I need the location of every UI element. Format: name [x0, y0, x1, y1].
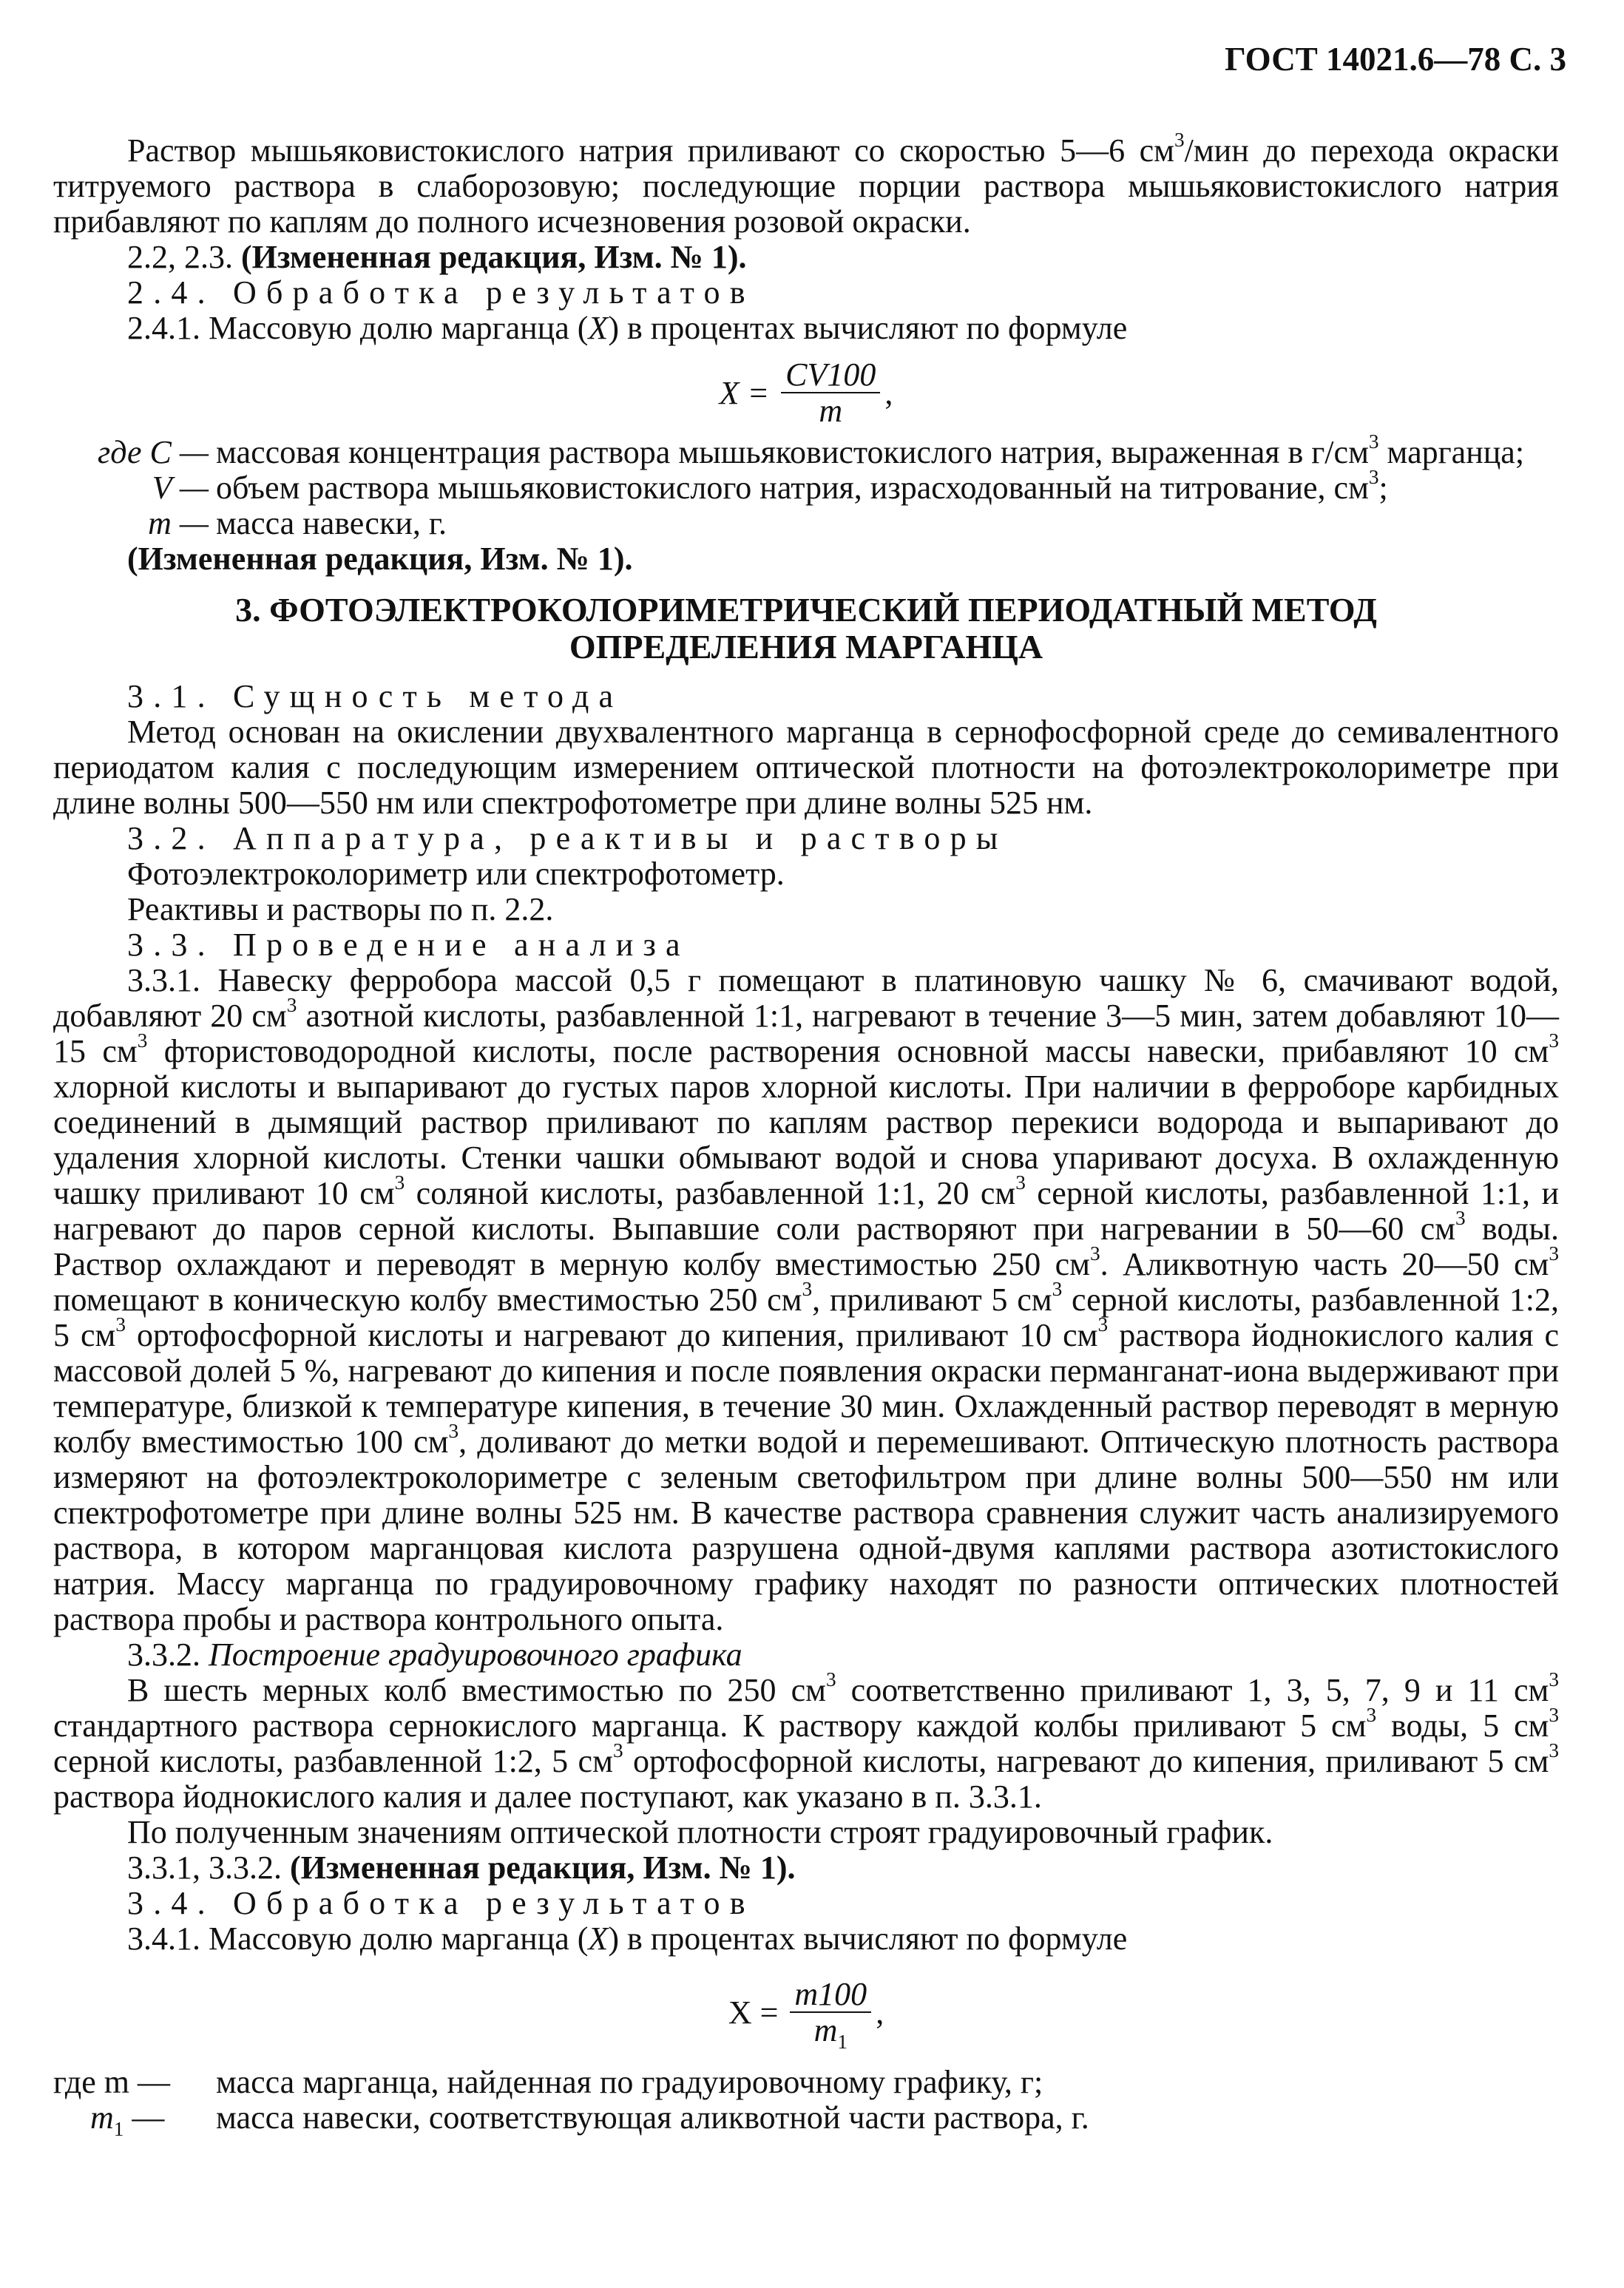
- section-3-2-heading: 3.2. Аппаратура, реактивы и растворы: [127, 820, 1008, 856]
- definition-row: где C — массовая концентрация раствора мышьяковистокислого натрия, выраженная в $г/см^3$ марганца;: [98, 430, 1525, 470]
- definitions-2: [53, 2064, 1559, 2140]
- paragraph-3-1: Метод основан на окислении двухвалентного марганца в сернофосфорной среде до семивалентного периодатом калия с последующим измерением оптической плотности на фотоэлектроколориметре при длине волны 500—550 нм или спектрофотометре при длине волны 525 нм.: [53, 714, 1559, 821]
- section-3-4-heading: 3.4. Обработка результатов: [127, 1885, 755, 1921]
- definition-row: где m — масса марганца, найденная по градуировочному графику, г;: [53, 2064, 1043, 2100]
- paragraph-3-3-1: 3.3.1. Навеску ферробора массой 0,5 г помещают в платиновую чашку № 6, смачивают водой, добавляют 20 $см^3$ азотной кислоты, разбавленной 1:1, нагревают в течение 3—5 мин, затем добавляют 10—15 $см^3$ фтористоводородной кислоты, после растворения основной массы навески, прибавляют 10 $см^3$ хлорной кислоты и выпаривают до густых паров хлорной кислоты. При наличии в ферроборе карбидных соединений в дымящий раствор приливают по каплям раствор перекиси водорода и выпаривают до удаления хлорной кислоты. Стенки чашки обмывают водой и снова упаривают досуха. В охлажденную чашку приливают 10 $см^3$ соляной кислоты, разбавленной 1:1, 20 $см^3$ серной кислоты, разбавленной 1:1, и нагревают до паров серной кислоты. Выпавшие соли растворяют при нагревании в 50—60 $см^3$ воды. Раствор охлаждают и переводят в мерную колбу вместимостью 250 $см^3$. Аликвотную часть 20—50 $см^3$ помещают в коническую колбу вместимостью 250 $см^3$, приливают 5 $см^3$ серной кислоты, разбавленной 1:2, 5 $см^3$ ортофосфорной кислоты и нагревают до кипения, приливают 10 $см^3$ раствора йоднокислого калия с массовой долей 5 %, нагревают до кипения и после появления окраски перманганат-иона выдерживают при температуре, близкой к температуре кипения, в течение 30 мин. Охлажденный раствор переводят в мерную колбу вместимостью 100 $см^3$, доливают до метки водой и перемешивают. Оптическую плотность раствора измеряют на фотоэлектроколориметре с зеленым светофильтром при длине волны 500—550 нм или спектрофотометре при длине волны 525 нм. В качестве раствора сравнения служит часть анализируемого раствора, в котором марганцовая кислота разрушена одной-двумя каплями раствора азотистокислого натрия. Массу марганца по градуировочному графику находят по разности оптических плотностей раствора пробы и раствора контрольного опыта.: [53, 962, 1560, 1637]
- formula-2: X = $\frac{m100}{m_1}$ ,: [728, 1976, 884, 2053]
- note-changed-1: (Измененная редакция, Изм. № 1).: [127, 541, 633, 577]
- section-3-3-heading: 3.3. Проведение анализа: [127, 927, 690, 963]
- section-3-3-2-heading: 3.3.2. Построение градуировочного графика: [127, 1637, 742, 1673]
- formula-1: X = $\frac{CV100}{m}$ ,: [719, 356, 893, 429]
- note-3-3-1: 3.3.1, 3.3.2. (Измененная редакция, Изм. № 1).: [127, 1849, 796, 1886]
- paragraph-3-3-2: В шесть мерных колб вместимостью по 250 $см^3$ соответственно приливают 1, 3, 5, 7, 9 и 11 $см^3$ стандартного раствора сернокислого марганца. К раствору каждой колбы приливают 5 $см^3$ воды, 5 $см^3$ серной кислоты, разбавленной 1:2, 5 $см^3$ ортофосфорной кислоты, нагревают до кипения, приливают 5 $см^3$ раствора йоднокислого калия и далее поступают, как указано в п. 3.3.1.: [53, 1668, 1560, 1815]
- formula-2-denominator: $m_1$: [813, 2012, 847, 2053]
- formula-1-numerator: CV100: [781, 359, 880, 393]
- section-2-4-heading: 2.4. Обработка результатов: [127, 274, 755, 311]
- paragraph-3-4-1: 3.4.1. Массовую долю марганца (X) в процентах вычисляют по формуле: [127, 1920, 1128, 1957]
- formula-1-denominator: m: [819, 393, 843, 429]
- formula-2-numerator: m100: [790, 1979, 871, 2013]
- section-3-1-heading: 3.1. Сущность метода: [127, 678, 623, 714]
- section-3-title: 3. ФОТОЭЛЕКТРОКОЛОРИМЕТРИЧЕСКИЙ ПЕРИОДАТНЫЙ МЕТОД ОПРЕДЕЛЕНИЯ МАРГАНЦА: [235, 591, 1377, 666]
- page-header: ГОСТ 14021.6—78 С. 3: [1225, 41, 1566, 78]
- paragraph-titration: Раствор мышьяковистокислого натрия приливают со скоростью 5—6 $см^3$/мин до перехода окраски титруемого раствора в слаборозовую; последующие порции раствора мышьяковистокислого натрия прибавляют по каплям до полного исчезновения розовой окраски.: [53, 129, 1559, 240]
- paragraph-2-4-1: 2.4.1. Массовую долю марганца (X) в процентах вычисляют по формуле: [127, 310, 1128, 346]
- paragraph-3-2-line-2: Реактивы и растворы по п. 2.2.: [127, 891, 554, 927]
- paragraph-3-2-line-1: Фотоэлектроколориметр или спектрофотометр.: [127, 856, 785, 892]
- definition-row: $m_1$ — масса навески, соответствующая аликвотной части раствора, г.: [90, 2099, 1089, 2140]
- definition-row: m — масса навески, г.: [148, 505, 447, 541]
- document-body: [53, 129, 1560, 2140]
- paragraph-3-3-2-after: По полученным значениям оптической плотности строят градуировочный график.: [127, 1814, 1273, 1850]
- definitions-1: [53, 430, 1559, 541]
- definition-row: V — объем раствора мышьяковистокислого натрия, израсходованный на титрование, $см^3$;: [152, 466, 1388, 506]
- note-2-2: 2.2, 2.3. (Измененная редакция, Изм. № 1).: [127, 239, 747, 275]
